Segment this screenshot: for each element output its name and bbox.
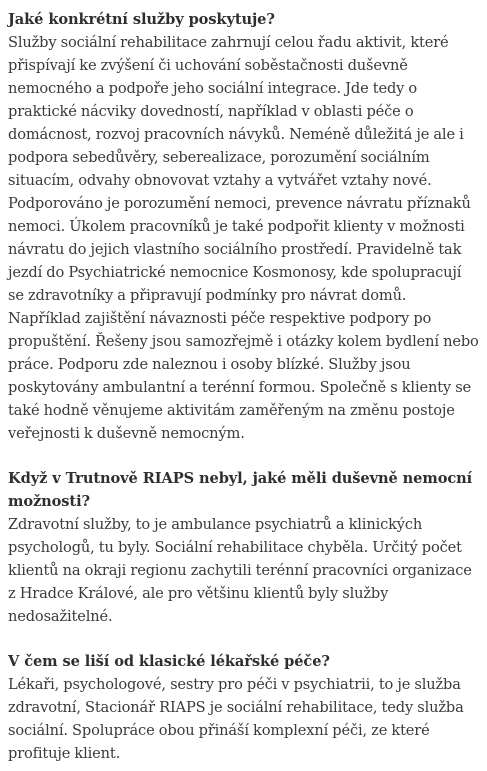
answer-paragraph: Lékaři, psychologové, sestry pro péči v psychiatrii, to je služba zdravotní, Stacionář RIAPS je sociální rehabilitace, tedy služba sociální. Spolupráce obou přináší komplexní péči, ze které profituje klient.: [8, 676, 464, 762]
qa-section: [8, 8, 479, 445]
qa-section: [8, 650, 479, 765]
answer-paragraph: Zdravotní služby, to je ambulance psychiatrů a klinických psychologů, tu byly. Sociální rehabilitace chyběla. Určitý počet klientů na okraji regionu zachytili terénní pracovníci organizace z Hradce Králové, ale pro většinu klientů byly služby nedosažitelné.: [8, 516, 472, 625]
question-heading: Jaké konkrétní služby poskytuje?: [8, 11, 275, 28]
question-heading: V čem se liší od klasické lékařské péče?: [8, 653, 330, 670]
answer-paragraph: Služby sociální rehabilitace zahrnují celou řadu aktivit, které přispívají ke zvýšení či uchování soběstačnosti duševně nemocného a podpoře jeho sociální integrace. Jde tedy o praktické nácviky dovedností, například v oblasti péče o domácnost, rozvoj pracovních návyků. Neméně důležitá je ale i podpora sebedůvěry, seberealizace, porozumění sociálním situacím, odvahy obnovovat vztahy a vytvářet vztahy nové. Podporováno je porozumění nemoci, prevence návratu příznaků nemoci. Úkolem pracovníků je také podpořit klienty v možnosti návratu do jejich vlastního sociálního prostředí. Pravidelně tak jezdí do Psychiatrické nemocnice Kosmonosy, kde spolupracují se zdravotníky a připravují podmínky pro návrat domů. Například zajištění návaznosti péče respektive podpory po propuštění. Řešeny jsou samozřejmě i otázky kolem bydlení nebo práce. Podporu zde naleznou i osoby blízké. Služby jsou poskytovány ambulantní a terénní formou. Společně s klienty se také hodně věnujeme aktivitám zaměřeným na změnu postoje veřejnosti k duševně nemocným.: [8, 34, 479, 442]
qa-section: [8, 467, 479, 628]
question-heading: Když v Trutnově RIAPS nebyl, jaké měli duševně nemocní možnosti?: [8, 470, 473, 510]
